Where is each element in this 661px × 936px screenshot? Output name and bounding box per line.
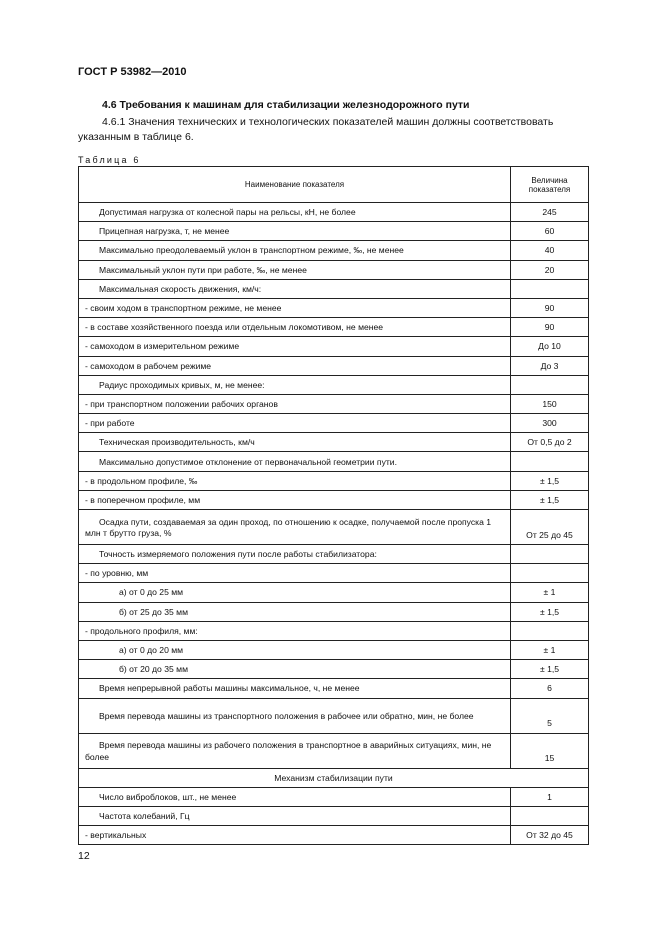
page-number: 12 [78, 850, 90, 862]
row-name: - своим ходом в транспортном режиме, не менее [79, 298, 511, 317]
table-row [79, 621, 589, 640]
row-value: ± 1 [511, 640, 589, 659]
header-value: Величина показателя [511, 167, 589, 203]
row-value [511, 545, 589, 564]
row-value: 6 [511, 679, 589, 698]
row-value: ± 1,5 [511, 602, 589, 621]
row-value: От 25 до 45 [511, 510, 589, 545]
table-row [79, 510, 589, 545]
row-name: Время перевода машины из транспортного положения в рабочее или обратно, мин, не более [79, 698, 511, 733]
table-row [79, 806, 589, 825]
table-row [79, 356, 589, 375]
table-row [79, 787, 589, 806]
section-row-title: Механизм стабилизации пути [79, 768, 589, 787]
row-value: ± 1,5 [511, 660, 589, 679]
row-name: Максимальная скорость движения, км/ч: [79, 279, 511, 298]
row-name: - в составе хозяйственного поезда или отдельным локомотивом, не менее [79, 318, 511, 337]
section-paragraph: 4.6.1 Значения технических и технологических показателей машин должны соответствовать указанным в таблице 6. [78, 116, 554, 143]
row-value: ± 1,5 [511, 490, 589, 509]
row-value: До 3 [511, 356, 589, 375]
table-row [79, 279, 589, 298]
row-value [511, 279, 589, 298]
row-value: 245 [511, 203, 589, 222]
section-title: 4.6 Требования к машинам для стабилизации железнодорожного пути [102, 99, 470, 111]
table-row [79, 602, 589, 621]
row-value: 40 [511, 241, 589, 260]
row-value: 5 [511, 698, 589, 733]
row-name: - самоходом в измерительном режиме [79, 337, 511, 356]
table-label: Таблица 6 [78, 155, 141, 165]
table-row [79, 679, 589, 698]
row-value: 1 [511, 787, 589, 806]
row-value: От 0,5 до 2 [511, 433, 589, 452]
row-value: 15 [511, 733, 589, 768]
row-name: Время непрерывной работы машины максимальное, ч, не менее [79, 679, 511, 698]
table-row [79, 826, 589, 845]
row-name: Максимальный уклон пути при работе, ‰, не менее [79, 260, 511, 279]
header-name: Наименование показателя [79, 167, 511, 203]
table-row [79, 318, 589, 337]
row-value [511, 564, 589, 583]
row-name: - при транспортном положении рабочих органов [79, 394, 511, 413]
table-row [79, 698, 589, 733]
table-row [79, 414, 589, 433]
row-value: 90 [511, 318, 589, 337]
table-row [79, 583, 589, 602]
row-name: б) от 25 до 35 мм [79, 602, 511, 621]
table-row [79, 298, 589, 317]
table-row [79, 394, 589, 413]
table-row [79, 375, 589, 394]
table-row [79, 564, 589, 583]
requirements-table [78, 166, 589, 845]
table-row [79, 337, 589, 356]
row-value: ± 1,5 [511, 471, 589, 490]
row-name: Осадка пути, создаваемая за один проход, по отношению к осадке, получаемой после пропуска 1 млн т брутто груза, % [79, 510, 511, 545]
row-name: - по уровню, мм [79, 564, 511, 583]
row-value: От 32 до 45 [511, 826, 589, 845]
row-value: 20 [511, 260, 589, 279]
row-name: - продольного профиля, мм: [79, 621, 511, 640]
row-name: а) от 0 до 20 мм [79, 640, 511, 659]
row-name: Частота колебаний, Гц [79, 806, 511, 825]
row-value [511, 621, 589, 640]
row-name: - в поперечном профиле, мм [79, 490, 511, 509]
table-row [79, 260, 589, 279]
row-value [511, 375, 589, 394]
table-row [79, 768, 589, 787]
table-row [79, 433, 589, 452]
row-value [511, 806, 589, 825]
table-header-row [79, 167, 589, 203]
row-name: Максимально допустимое отклонение от первоначальной геометрии пути. [79, 452, 511, 471]
table-row [79, 490, 589, 509]
table-row [79, 733, 589, 768]
table-row [79, 222, 589, 241]
row-name: - при работе [79, 414, 511, 433]
table-row [79, 241, 589, 260]
table-row [79, 471, 589, 490]
row-name: Допустимая нагрузка от колесной пары на рельсы, кН, не более [79, 203, 511, 222]
row-name: - в продольном профиле, ‰ [79, 471, 511, 490]
row-value: 90 [511, 298, 589, 317]
row-value: До 10 [511, 337, 589, 356]
row-value [511, 452, 589, 471]
row-name: Прицепная нагрузка, т, не менее [79, 222, 511, 241]
table-row [79, 545, 589, 564]
row-name: Точность измеряемого положения пути после работы стабилизатора: [79, 545, 511, 564]
row-value: 60 [511, 222, 589, 241]
row-value: 300 [511, 414, 589, 433]
row-name: Максимально преодолеваемый уклон в транспортном режиме, ‰, не менее [79, 241, 511, 260]
table-row [79, 203, 589, 222]
row-name: б) от 20 до 35 мм [79, 660, 511, 679]
row-name: Число виброблоков, шт., не менее [79, 787, 511, 806]
table-row [79, 452, 589, 471]
row-name: Радиус проходимых кривых, м, не менее: [79, 375, 511, 394]
table-row [79, 640, 589, 659]
table-row [79, 660, 589, 679]
row-name: а) от 0 до 25 мм [79, 583, 511, 602]
row-value: ± 1 [511, 583, 589, 602]
document-code: ГОСТ Р 53982—2010 [78, 66, 187, 78]
row-name: - вертикальных [79, 826, 511, 845]
row-name: - самоходом в рабочем режиме [79, 356, 511, 375]
row-name: Техническая производительность, км/ч [79, 433, 511, 452]
row-value: 150 [511, 394, 589, 413]
row-name: Время перевода машины из рабочего положения в транспортное в аварийных ситуациях, мин, не более [79, 733, 511, 768]
